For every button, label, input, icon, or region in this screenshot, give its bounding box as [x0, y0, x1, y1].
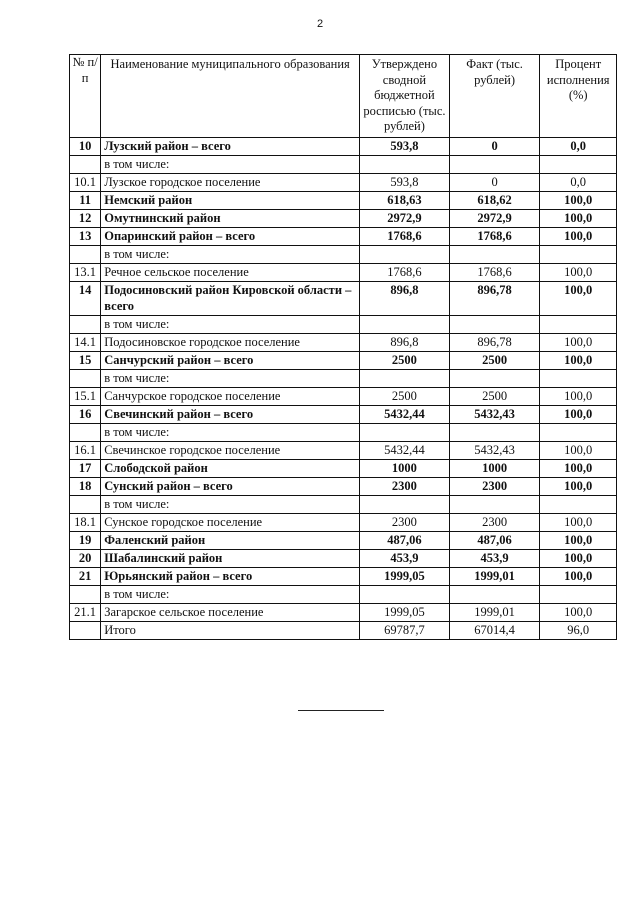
cell-number: 21.1 [70, 604, 101, 622]
cell-approved: 1000 [360, 460, 450, 478]
cell-approved [360, 316, 450, 334]
cell-percent: 100,0 [540, 604, 617, 622]
cell-fact [449, 316, 540, 334]
cell-number: 13.1 [70, 263, 101, 281]
table-row [70, 245, 617, 263]
cell-percent: 100,0 [540, 281, 617, 316]
cell-fact: 1768,6 [449, 227, 540, 245]
table-body [70, 137, 617, 640]
cell-percent [540, 424, 617, 442]
cell-percent [540, 370, 617, 388]
cell-approved [360, 496, 450, 514]
page-number: 2 [316, 18, 324, 30]
table-row [70, 478, 617, 496]
cell-approved [360, 424, 450, 442]
table-row [70, 532, 617, 550]
cell-fact: 2500 [449, 352, 540, 370]
cell-name: Речное сельское поселение [101, 263, 360, 281]
cell-fact: 487,06 [449, 532, 540, 550]
cell-name: в том числе: [101, 316, 360, 334]
cell-fact: 67014,4 [449, 622, 540, 640]
cell-fact [449, 586, 540, 604]
table-row [70, 442, 617, 460]
cell-name: Итого [101, 622, 360, 640]
cell-name: в том числе: [101, 424, 360, 442]
table-row [70, 281, 617, 316]
cell-number: 20 [70, 550, 101, 568]
cell-number: 17 [70, 460, 101, 478]
cell-approved [360, 586, 450, 604]
header-number: № п/п [70, 55, 101, 138]
cell-approved [360, 155, 450, 173]
cell-percent: 100,0 [540, 406, 617, 424]
cell-number [70, 245, 101, 263]
cell-number [70, 622, 101, 640]
table-row [70, 496, 617, 514]
cell-number: 16 [70, 406, 101, 424]
table-row [70, 514, 617, 532]
cell-percent [540, 496, 617, 514]
cell-approved: 593,8 [360, 173, 450, 191]
cell-number: 13 [70, 227, 101, 245]
table-row [70, 155, 617, 173]
cell-number: 18.1 [70, 514, 101, 532]
cell-name: Свечинский район – всего [101, 406, 360, 424]
table-row [70, 173, 617, 191]
table-row [70, 388, 617, 406]
cell-percent: 100,0 [540, 334, 617, 352]
cell-number [70, 370, 101, 388]
cell-percent [540, 316, 617, 334]
cell-fact: 896,78 [449, 334, 540, 352]
cell-percent [540, 245, 617, 263]
cell-name: Санчурский район – всего [101, 352, 360, 370]
cell-fact: 5432,43 [449, 442, 540, 460]
header-name: Наименование муниципального образования [101, 55, 360, 138]
cell-approved: 2300 [360, 514, 450, 532]
header-fact: Факт (тыс. рублей) [449, 55, 540, 138]
cell-approved: 5432,44 [360, 442, 450, 460]
table-header-row [70, 55, 617, 138]
cell-name: Омутнинский район [101, 209, 360, 227]
cell-name: в том числе: [101, 155, 360, 173]
cell-percent [540, 155, 617, 173]
header-approved: Утверждено сводной бюджетной росписью (тыс. рублей) [360, 55, 450, 138]
table-row [70, 263, 617, 281]
table-row [70, 604, 617, 622]
cell-approved: 1768,6 [360, 227, 450, 245]
cell-name: в том числе: [101, 370, 360, 388]
cell-approved: 453,9 [360, 550, 450, 568]
cell-name: Фаленский район [101, 532, 360, 550]
cell-fact: 2300 [449, 478, 540, 496]
cell-fact: 5432,43 [449, 406, 540, 424]
cell-name: Сунское городское поселение [101, 514, 360, 532]
cell-fact: 896,78 [449, 281, 540, 316]
table-row [70, 316, 617, 334]
cell-approved: 69787,7 [360, 622, 450, 640]
cell-number: 12 [70, 209, 101, 227]
cell-percent: 100,0 [540, 209, 617, 227]
cell-name: в том числе: [101, 496, 360, 514]
cell-name: Санчурское городское поселение [101, 388, 360, 406]
cell-fact [449, 245, 540, 263]
cell-fact: 2972,9 [449, 209, 540, 227]
cell-number: 10 [70, 137, 101, 155]
header-percent: Процент исполнения (%) [540, 55, 617, 138]
cell-percent: 100,0 [540, 191, 617, 209]
cell-name: Слободской район [101, 460, 360, 478]
cell-name: Опаринский район – всего [101, 227, 360, 245]
cell-number: 14.1 [70, 334, 101, 352]
cell-number: 15.1 [70, 388, 101, 406]
cell-percent: 0,0 [540, 173, 617, 191]
cell-name: Юрьянский район – всего [101, 568, 360, 586]
cell-number: 19 [70, 532, 101, 550]
cell-fact [449, 155, 540, 173]
cell-fact: 2500 [449, 388, 540, 406]
table-row [70, 227, 617, 245]
cell-number [70, 586, 101, 604]
cell-percent: 100,0 [540, 227, 617, 245]
cell-approved: 1999,05 [360, 568, 450, 586]
cell-percent: 100,0 [540, 388, 617, 406]
cell-fact: 1999,01 [449, 568, 540, 586]
cell-number: 10.1 [70, 173, 101, 191]
cell-approved: 896,8 [360, 334, 450, 352]
cell-number: 15 [70, 352, 101, 370]
cell-fact: 453,9 [449, 550, 540, 568]
table-row [70, 137, 617, 155]
cell-number: 11 [70, 191, 101, 209]
cell-name: Шабалинский район [101, 550, 360, 568]
table-row [70, 568, 617, 586]
cell-number [70, 155, 101, 173]
cell-name: Подосиновское городское поселение [101, 334, 360, 352]
cell-number: 18 [70, 478, 101, 496]
cell-percent [540, 586, 617, 604]
cell-approved: 2500 [360, 388, 450, 406]
cell-name: Подосиновский район Кировской области – всего [101, 281, 360, 316]
cell-fact: 1768,6 [449, 263, 540, 281]
cell-percent: 100,0 [540, 442, 617, 460]
table-row [70, 586, 617, 604]
cell-approved: 487,06 [360, 532, 450, 550]
cell-fact: 1999,01 [449, 604, 540, 622]
table-row [70, 550, 617, 568]
cell-percent: 100,0 [540, 460, 617, 478]
cell-number [70, 496, 101, 514]
cell-fact: 1000 [449, 460, 540, 478]
table-row [70, 406, 617, 424]
cell-approved: 896,8 [360, 281, 450, 316]
cell-fact [449, 496, 540, 514]
cell-approved: 5432,44 [360, 406, 450, 424]
cell-percent: 100,0 [540, 514, 617, 532]
cell-percent: 100,0 [540, 352, 617, 370]
cell-approved [360, 370, 450, 388]
cell-name: Немский район [101, 191, 360, 209]
cell-percent: 100,0 [540, 263, 617, 281]
cell-approved: 618,63 [360, 191, 450, 209]
table-row [70, 622, 617, 640]
table-row [70, 424, 617, 442]
cell-fact [449, 424, 540, 442]
cell-name: в том числе: [101, 586, 360, 604]
cell-name: Лузский район – всего [101, 137, 360, 155]
cell-fact: 0 [449, 173, 540, 191]
cell-percent: 100,0 [540, 568, 617, 586]
cell-percent: 100,0 [540, 478, 617, 496]
table-row [70, 352, 617, 370]
cell-percent: 100,0 [540, 532, 617, 550]
cell-percent: 0,0 [540, 137, 617, 155]
cell-fact [449, 370, 540, 388]
cell-number: 16.1 [70, 442, 101, 460]
cell-name: Сунский район – всего [101, 478, 360, 496]
cell-percent: 96,0 [540, 622, 617, 640]
budget-execution-table [69, 54, 617, 640]
cell-approved: 2972,9 [360, 209, 450, 227]
cell-number [70, 316, 101, 334]
table-row [70, 334, 617, 352]
cell-name: Свечинское городское поселение [101, 442, 360, 460]
end-divider-line [298, 710, 384, 711]
cell-approved: 2500 [360, 352, 450, 370]
table-row [70, 460, 617, 478]
cell-approved [360, 245, 450, 263]
cell-name: Лузское городское поселение [101, 173, 360, 191]
cell-name: в том числе: [101, 245, 360, 263]
table-row [70, 191, 617, 209]
table-row [70, 370, 617, 388]
cell-name: Загарское сельское поселение [101, 604, 360, 622]
cell-fact: 2300 [449, 514, 540, 532]
cell-percent: 100,0 [540, 550, 617, 568]
cell-number [70, 424, 101, 442]
cell-approved: 1999,05 [360, 604, 450, 622]
table-row [70, 209, 617, 227]
cell-number: 21 [70, 568, 101, 586]
cell-fact: 618,62 [449, 191, 540, 209]
cell-number: 14 [70, 281, 101, 316]
cell-approved: 593,8 [360, 137, 450, 155]
cell-approved: 1768,6 [360, 263, 450, 281]
cell-fact: 0 [449, 137, 540, 155]
cell-approved: 2300 [360, 478, 450, 496]
